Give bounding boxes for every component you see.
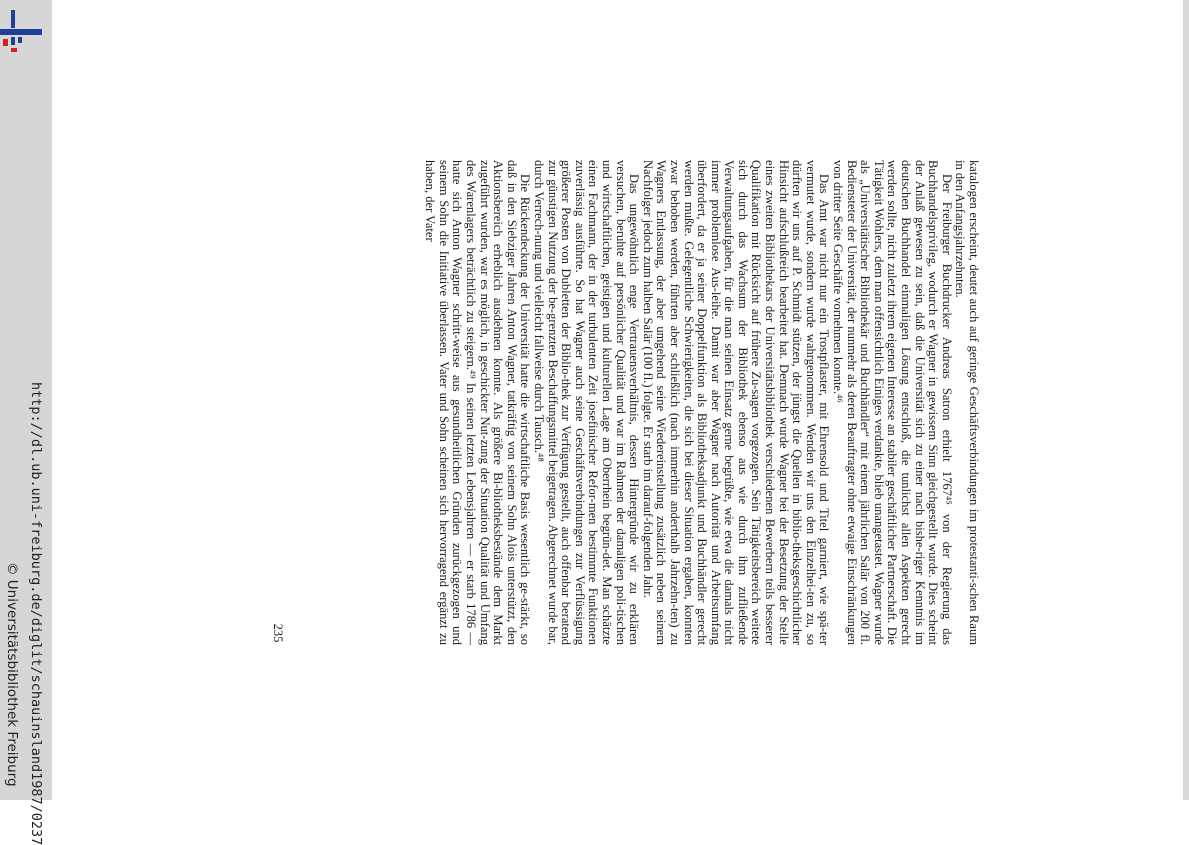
page-number: 235 [271, 623, 285, 643]
paragraph-1: katalogen erscheint, deutet auch auf geringe Geschäftsverbindungen im protestanti-schen Raum in den Anfangsjahrzehnten. [953, 160, 981, 645]
document-url: http://dl.ub.uni-freiburg.de/diglit/schauinsland1987/0237 [28, 382, 44, 845]
ub-freiburg-logo-icon [0, 8, 44, 54]
paragraph-2: Der Freiburger Buchdrucker Andreas Satron erhielt 1767⁴⁵ von der Regierung das Buchhandelsprivileg, wodurch er Wagner in gewissem Sinn gleichgestellt wurde. Dies scheint der Anlaß gewesen zu sein, daß die Universität sich zu einer nach bishe-riger Kenntnis im deutschen Buchhandel einmaligen Lösung entschloß, die tunlichst allen Aspekten gerecht werden sollte, nicht zuletzt ihrem eigenen Interesse an stabiler geschäftlicher Partnerschaft. Die Tätigkeit Wohlers, dem man offensichtlich Einiges verdankte, blieb unangetastet. Wagner wurde als „Universitätischer Bibliothekär und Buchhändler“ mit einem jährlichen Salär von 200 fl. Bediensteter der Universität, der nunmehr als deren Beauftragter ohne etwaige Einschränkungen von dritter Seite Geschäfte vornehmen konnte.⁴⁶ [831, 160, 954, 645]
paragraph-3: Das Amt war nicht nur ein Trostpflaster, mit Ehrensold und Titel garniert, wie spä-ter vermutet wurde, sondern wurde wahrgenommen. Wenden wir uns den Einzelhei-ten zu, so dürften wir uns auf P. Schmidt stützen, der jüngst die Quellen in biblio-theksgeschichtlicher Hinsicht aufschlußreich bearbeitet hat. Demnach wurde Wagner bei der Besetzung der Stelle eines zweiten Bibliothekars der Universitätsbibliothek verschiedenen Bewerbern teils besserer Qualifikation mit Rücksicht auf frühere Zu-sagen vorgezogen. Sein Tätigkeitsbereich weitete sich durch das Wachsum der Bibliothek ebenso aus wie durch ihm zufließende Verwaltungsaufgaben, für die man seinen Einsatz gerne begrüßte, wie etwa die damals nicht immer problemlose Aus-leihe. Damit war aber Wagner nach Autorität und Arbeitsumfang überfordert, da er ja seiner Doppelfunktion als Bibliotheksadjunkt und Buchhändler gerecht werden mußte. Gelegentliche Schwierigkeiten, die sich bei dieser Situation ergaben, konnten zwar behoben werden, führten aber schließlich (nach immerhin anderthalb Jahrzehn-ten) zu Wagners Entlassung, der aber umgehend seine Wiedereinstellung zusätzlich neben seinem Nachfolger jedoch zum halben Salär (100 fl.) folgte. Er starb im darauf-folgenden Jahr. [640, 160, 832, 645]
viewer-scrollbar[interactable] [1183, 0, 1189, 800]
paragraph-5: Die Rückendeckung der Universität hatte die wirtschaftliche Basis wesentlich ge-stärkt, so daß in den Siebziger Jahren Anton Wagner, tatkräftig von seinem Sohn Alois unterstützt, den Aktionsbereich erheblich ausdehnen konnte. Als größere Bi-bliotheksbestände dem Markt zugeführt wurden, war es möglich, in geschickter Nut-zung der Situation Qualität und Umfang des Warenlagers beträchtlich zu steigern.⁴⁹ In seinen letzten Lebensjahren — er starb 1786 — hatte sich Anton Wagner schritt-weise aus gesundheitlichen Gründen zurückgezogen und seinem Sohn die Initiative überlassen. Vater und Sohn scheinen sich hervorragend ergänzt zu haben, der Vater [423, 160, 533, 645]
paragraph-4: Das ungewöhnlich enge Vertrauensverhältnis, dessen Hintergründe wir zu erklären versuchen, beruhte auf persönlicher Qualität und war im Rahmen der damaligen poli-tischen und wirtschaftlichen, geistigen und kulturellen Lage am Oberrhein begrün-det. Man schätzte einen Fachmann, der in der turbulenten Zeit josefinischer Refor-men bestimmte Funktionen zuverlässig ausführte. So hat Wagner auch seine Geschäftsverbindungen zur Verflüssigung größerer Posten von Dubletten der Biblio-thek zur Verfügung gestellt, auch offenbar beratend zur günstigen Nutzung der be-grenzten Beschaffungsmittel beigetragen. Abgerechnet wurde bar, durch Verrech-nung und vielleicht fallweise durch Tausch.⁴⁸ [532, 160, 642, 645]
document-page [260, 160, 980, 645]
copyright-notice: © Universitätsbibliothek Freiburg [4, 562, 20, 787]
viewer-sidebar [0, 0, 52, 845]
